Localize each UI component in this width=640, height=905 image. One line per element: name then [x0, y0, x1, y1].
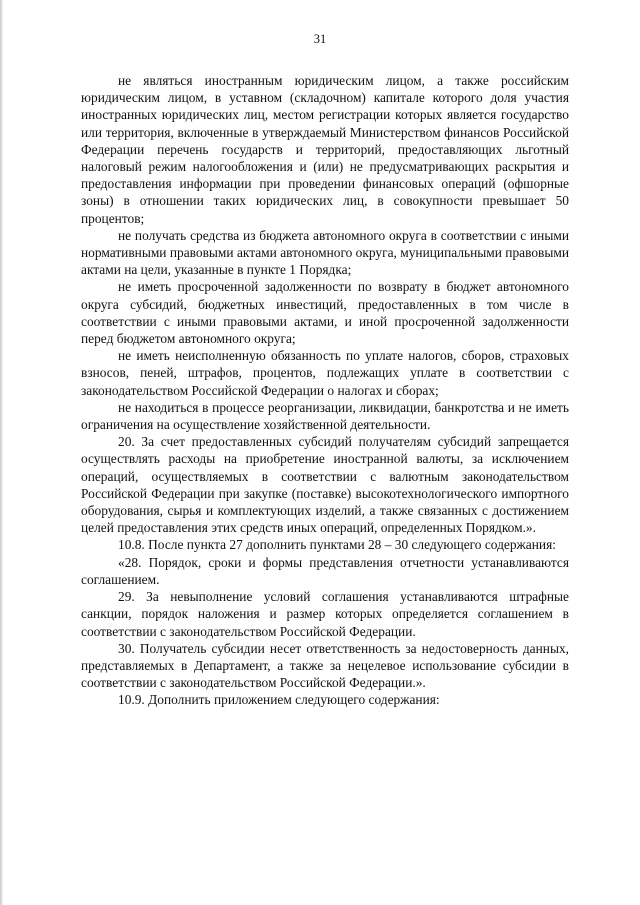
paragraph-offshore-requirement: не являться иностранным юридическим лицом, а также российским юридическим лицом, в уставном (складочном) капитале которого доля участия иностранных юридических лиц, местом регистрации которых является государство или территория, включенные в утверждаемый Министерством финансов Российской Федерации перечень государств и территорий, предоставляющих льготный налоговый режим налогообложения и (или) не предусматривающих раскрытия и предоставления информации при проведении финансовых операций (офшорные зоны) в отношении таких юридических лиц, в совокупности превышает 50 процентов;: [81, 73, 569, 226]
paragraph-budget-funds-requirement: не получать средства из бюджета автономного округа в соответствии с иными нормативными правовыми актами автономного округа, муниципальными правовыми актами на цели, указанные в пункте 1 Порядка;: [81, 227, 569, 278]
paragraph-amendment-10-8: 10.8. После пункта 27 дополнить пунктами 28 – 30 следующего содержания:: [118, 537, 556, 553]
paragraph-reorganization-requirement: не находиться в процессе реорганизации, ликвидации, банкротства и не иметь ограничения на осуществление хозяйственной деятельности.: [81, 399, 569, 433]
paragraph-item-29: 29. За невыполнение условий соглашения устанавливаются штрафные санкции, порядок наложения и размер которых определяется соглашением в соответствии с законодательством Российской Федерации.: [81, 589, 569, 639]
paragraph-overdue-debt-requirement: не иметь просроченной задолженности по возврату в бюджет автономного округа субсидий, бюджетных инвестиций, предоставленных в том числе в соответствии с иными правовыми актами, и иной просроченной задолженности перед бюджетом автономного округа;: [81, 279, 569, 347]
paragraph-item-30: 30. Получатель субсидии несет ответственность за недостоверность данных, представляемых в Департамент, а также за нецелевое использование субсидии в соответствии с законодательством Российской Федерации.».: [81, 640, 569, 691]
paragraph-item-20: 20. За счет предоставленных субсидий получателям субсидий запрещается осуществлять расходы на приобретение иностранной валюты, за исключением операций, осуществляемых в соответствии с валютным законодательством Российской Федерации при закупке (поставке) высокотехнологического импортного оборудования, сырья и комплектующих изделий, а также связанных с достижением целей предоставления этих средств иных операций, определенных Порядком.».: [81, 434, 569, 536]
scan-edge-shadow: [0, 0, 3, 905]
paragraph-tax-obligation-requirement: не иметь неисполненную обязанность по уплате налогов, сборов, страховых взносов, пеней, штрафов, процентов, подлежащих уплате в соответствии с законодательством Российской Федерации о налогах и сборах;: [81, 348, 569, 398]
page-number: 31: [313, 32, 327, 46]
document-body: [81, 72, 569, 709]
paragraph-item-28: «28. Порядок, сроки и формы представления отчетности устанавливаются соглашением.: [81, 554, 569, 587]
paragraph-amendment-10-9: 10.9. Дополнить приложением следующего содержания:: [118, 692, 440, 708]
